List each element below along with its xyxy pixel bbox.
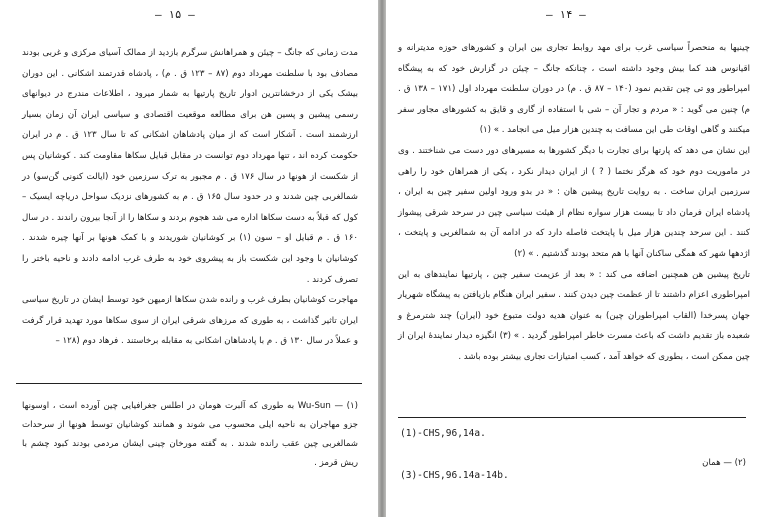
page-number: — ۱۵ — (155, 8, 195, 21)
footnote-ref: (3)-CHS,96.14a-14b. (400, 470, 509, 481)
footnote-divider (398, 417, 746, 418)
footnote-ref: (1)-CHS,96,14a. (400, 428, 486, 439)
right-body-text (398, 38, 750, 368)
paragraph: چینیها به منحصراً سیاسی غرب برای مهد روابط تجاری بین ایران و کشورهای حوزه مدیترانه و اقیانوس هند کما بیش وجود داشته است ، چنانکه جانگ – چیئن در گزارش خود که به پیشگاه امپراطور وو تی چین تقدیم نمود (۱۴۰ – ۸۷ ق . م) در دوران سلطنت مهرداد اول (۱۷۱ – ۱۳۸ ق . م) چنین می گوید : « مردم و تجار آن – شی با استفاده از گاری و قایق به کشورهای مجاور سفر میکنند و گاهی اوقات طی این مسافت به چندین هزار میل می انجامد . » (۱) (398, 43, 750, 136)
left-page (0, 0, 378, 517)
footnote: (۱) — Wu-Sun به طوری که آلبرت هومان در اطلس جغرافیایی چین آورده است ، اوسونها جزو مهاجران به ناحیه ایلی محسوب می شوند و همانند کوشانیان توسط هونها از سرحدات شمالغربی چین عقب رانده شدند . به گفته مورخان چینی ایشان مردمی بودند کبود چشم با ریش قرمز . (22, 401, 358, 468)
book-gutter (378, 0, 386, 517)
paragraph: مهاجرت کوشانیان بطرف غرب و رانده شدن سکاها ازمیهن خود توسط ایشان در تاریخ سیاسی ایران تاثیر گذاشت ، به طوری که مرزهای شرقی ایران از سوی سکاها مورد تهدید قرار گرفت و عملاً در سال ۱۳۰ ق . م با پادشاهان اشکانی به مقابله برخاستند . فرهاد دوم (۱۲۸ – (22, 295, 358, 347)
paragraph: مدت زمانی که جانگ – چیئن و همراهانش سرگرم بازدید از ممالک آسیای مرکزی و غربی بودند مصادف بود با سلطنت مهرداد دوم (۸۷ – ۱۲۳ ق . م) ، پادشاه قدرتمند اشکانی . این دوران بیشک یکی از درخشانترین ادوار تاریخ پارتیها به شمار میرود ، اطلاعات مندرج در دیوانهای رسمی پیشین و پسین هن برای مطالعه موقعیت اقتصادی و سیاسی ایران آن زمان بسیار ارزشمند است . آشکار است که از میان پادشاهان اشکانی که تا سال ۱۲۳ ق . م در ایران حکومت کرده اند ، تنها مهرداد دوم توانست در مقابل قبایل سکاها مقاومت کند . کوشانیان پس از شکست از هونها در سال ۱۷۶ ق . م مجبور به ترک سرزمین خود (ایالت کنونی گن‌سو) در شمالغربی چین شدند و در حدود سال ۱۶۵ ق . م به کشورهای نزدیک سواحل دریاچه ایسیک – کول که قبلاً به دست سکاها اداره می شد هجوم بردند و سکاها را از آنجا بیرون راندند . در سال ۱۶۰ ق . م قبایل او – سون (۱) بر کوشانیان شوریدند و با کمک هونها بر آنها چیره شدند . کوشانیان با وجود این شکست باز به پیشروی خود به طرف غرب ادامه دادند و ناحیه باختر را تصرف کردند . (22, 48, 358, 285)
right-page (386, 0, 768, 517)
page-number: — ۱۴ — (546, 8, 586, 21)
footnote-divider (16, 383, 362, 384)
paragraph: این نشان می دهد که پارتها برای تجارت با دیگر کشورها به مسیرهای دور دست می شناختند . وی در ماموریت دوم خود که هرگز نختما ( ? ) از ایران دیدار نکرد ، یکی از همراهان خود را راهی سرزمین ایران ساخت . به روایت تاریخ پیشین هان : « در بدو ورود اولین سفیر چین به ایران ، پادشاه ایران فرمان داد تا بیست هزار سواره نظام از هیئت سیاسی چین در سرحد شرقی پیشواز کنند . این سرحد چندین هزار میل با پایتخت فاصله دارد که در ادامه آن به شمالغربی و پایتخت ، اژدهها شهر که همگی ساکنان آنها با هم متحد بودند گذشتیم . » (۲) (398, 145, 750, 259)
footnote-ref: (۲) — همان (702, 458, 746, 468)
paragraph: تاریخ پیشین هن همچنین اضافه می کند : « بعد از عزیمت سفیر چین ، پارتیها نمایندهای به این امپراطوری اعزام داشتند تا از عظمت چین دیدن کنند . سفیر ایران هنگام بازیافتن به پیشگاه شهریار جهان پسرخدا (القاب امپراطوران چین) به عنوان هدیه دولت متبوع خود (ایران) چند شترمرغ و شعبده باز تقدیم داشت که باعث مسرت خاطر امپراطور گردید . » (۳) انگیزه دیدار نمایندهٔ ایران از چین ممکن است ، بطوری که خواهد آمد ، کسب امتیازات تجاری بیشتر بوده باشد . (398, 269, 750, 362)
left-body-text (22, 43, 358, 352)
